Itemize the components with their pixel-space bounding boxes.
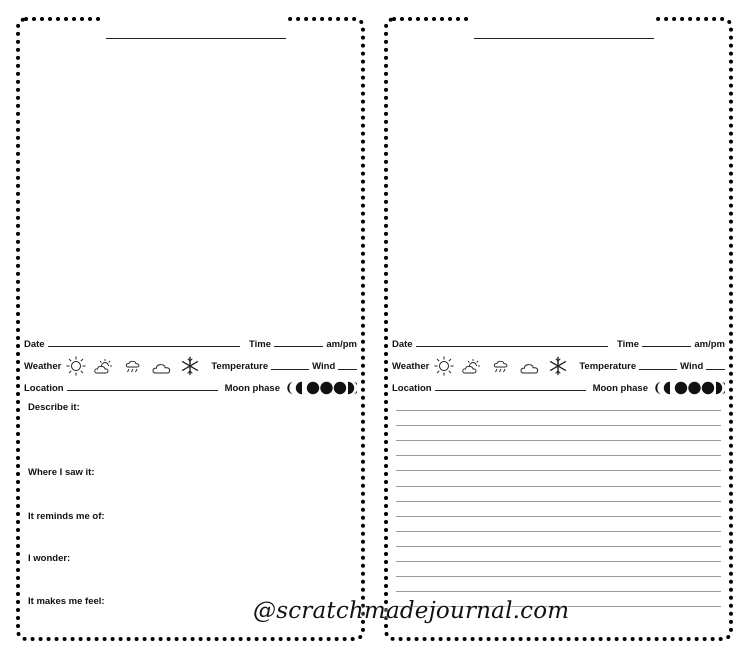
reminds-prompt: It reminds me of: <box>28 511 105 522</box>
first-quarter-icon <box>296 382 302 394</box>
wind-label: Wind <box>680 361 704 372</box>
sun-icon[interactable] <box>434 356 454 376</box>
full-moon-icon <box>688 382 700 394</box>
ruled-line[interactable] <box>396 440 721 441</box>
title-gap <box>470 13 654 25</box>
ruled-line[interactable] <box>396 576 721 577</box>
time-field[interactable] <box>642 346 691 347</box>
ruled-line[interactable] <box>396 531 721 532</box>
location-row <box>24 378 357 396</box>
moon-phase-label: Moon phase <box>592 383 648 394</box>
temperature-field[interactable] <box>639 369 677 370</box>
location-label: Location <box>392 383 432 394</box>
weather-row <box>24 354 357 376</box>
watermark: @scratchmadejournal.com <box>253 598 570 624</box>
snowflake-icon[interactable] <box>548 356 568 376</box>
waning-gibbous-icon <box>334 382 346 394</box>
location-field[interactable] <box>435 390 586 391</box>
cloud-icon[interactable] <box>519 360 541 376</box>
cloud-icon[interactable] <box>151 360 173 376</box>
time-label: Time <box>249 339 272 350</box>
date-label: Date <box>24 339 45 350</box>
moon-phase-label: Moon phase <box>224 383 280 394</box>
weather-row <box>392 354 725 376</box>
ruled-line[interactable] <box>396 591 721 592</box>
weather-label: Weather <box>24 361 62 372</box>
sun-icon[interactable] <box>66 356 86 376</box>
location-row <box>392 378 725 396</box>
ruled-line[interactable] <box>396 425 721 426</box>
wind-label: Wind <box>312 361 336 372</box>
title-line[interactable] <box>106 38 286 39</box>
ruled-line[interactable] <box>396 501 721 502</box>
ruled-line[interactable] <box>396 410 721 411</box>
ruled-line[interactable] <box>396 546 721 547</box>
location-field[interactable] <box>67 390 218 391</box>
date-row <box>24 334 357 350</box>
ruled-line[interactable] <box>396 486 721 487</box>
describe-prompt: Describe it: <box>28 402 80 413</box>
wind-field[interactable] <box>706 369 725 370</box>
temperature-label: Temperature <box>579 361 637 372</box>
left-journal-page <box>16 17 365 641</box>
ruled-line[interactable] <box>396 561 721 562</box>
waxing-crescent-icon <box>655 382 661 394</box>
time-label: Time <box>617 339 640 350</box>
last-quarter-icon <box>716 382 722 394</box>
ruled-line[interactable] <box>396 516 721 517</box>
waxing-crescent-icon <box>287 382 293 394</box>
waxing-gibbous-icon <box>675 382 687 394</box>
ruled-line[interactable] <box>396 470 721 471</box>
waxing-gibbous-icon <box>307 382 319 394</box>
sun-behind-cloud-icon[interactable] <box>461 358 483 376</box>
time-field[interactable] <box>274 346 323 347</box>
weather-label: Weather <box>392 361 430 372</box>
location-label: Location <box>24 383 64 394</box>
feel-prompt: It makes me feel: <box>28 596 105 607</box>
title-gap <box>102 13 286 25</box>
wonder-prompt: I wonder: <box>28 553 71 564</box>
date-field[interactable] <box>48 346 240 347</box>
moon-phase-icons <box>287 381 357 395</box>
date-field[interactable] <box>416 346 608 347</box>
ampm-label: am/pm <box>694 339 725 350</box>
first-quarter-icon <box>664 382 670 394</box>
moon-phase-icons <box>655 381 725 395</box>
rain-icon[interactable] <box>122 358 144 376</box>
date-row <box>392 334 725 350</box>
temperature-label: Temperature <box>211 361 269 372</box>
wind-field[interactable] <box>338 369 357 370</box>
snowflake-icon[interactable] <box>180 356 200 376</box>
date-label: Date <box>392 339 413 350</box>
waning-gibbous-icon <box>702 382 714 394</box>
title-line[interactable] <box>474 38 654 39</box>
where-prompt: Where I saw it: <box>28 467 95 478</box>
temperature-field[interactable] <box>271 369 309 370</box>
full-moon-icon <box>320 382 332 394</box>
right-journal-page <box>384 17 733 641</box>
ruled-line[interactable] <box>396 455 721 456</box>
rain-icon[interactable] <box>490 358 512 376</box>
ampm-label: am/pm <box>326 339 357 350</box>
last-quarter-icon <box>348 382 354 394</box>
sun-behind-cloud-icon[interactable] <box>93 358 115 376</box>
